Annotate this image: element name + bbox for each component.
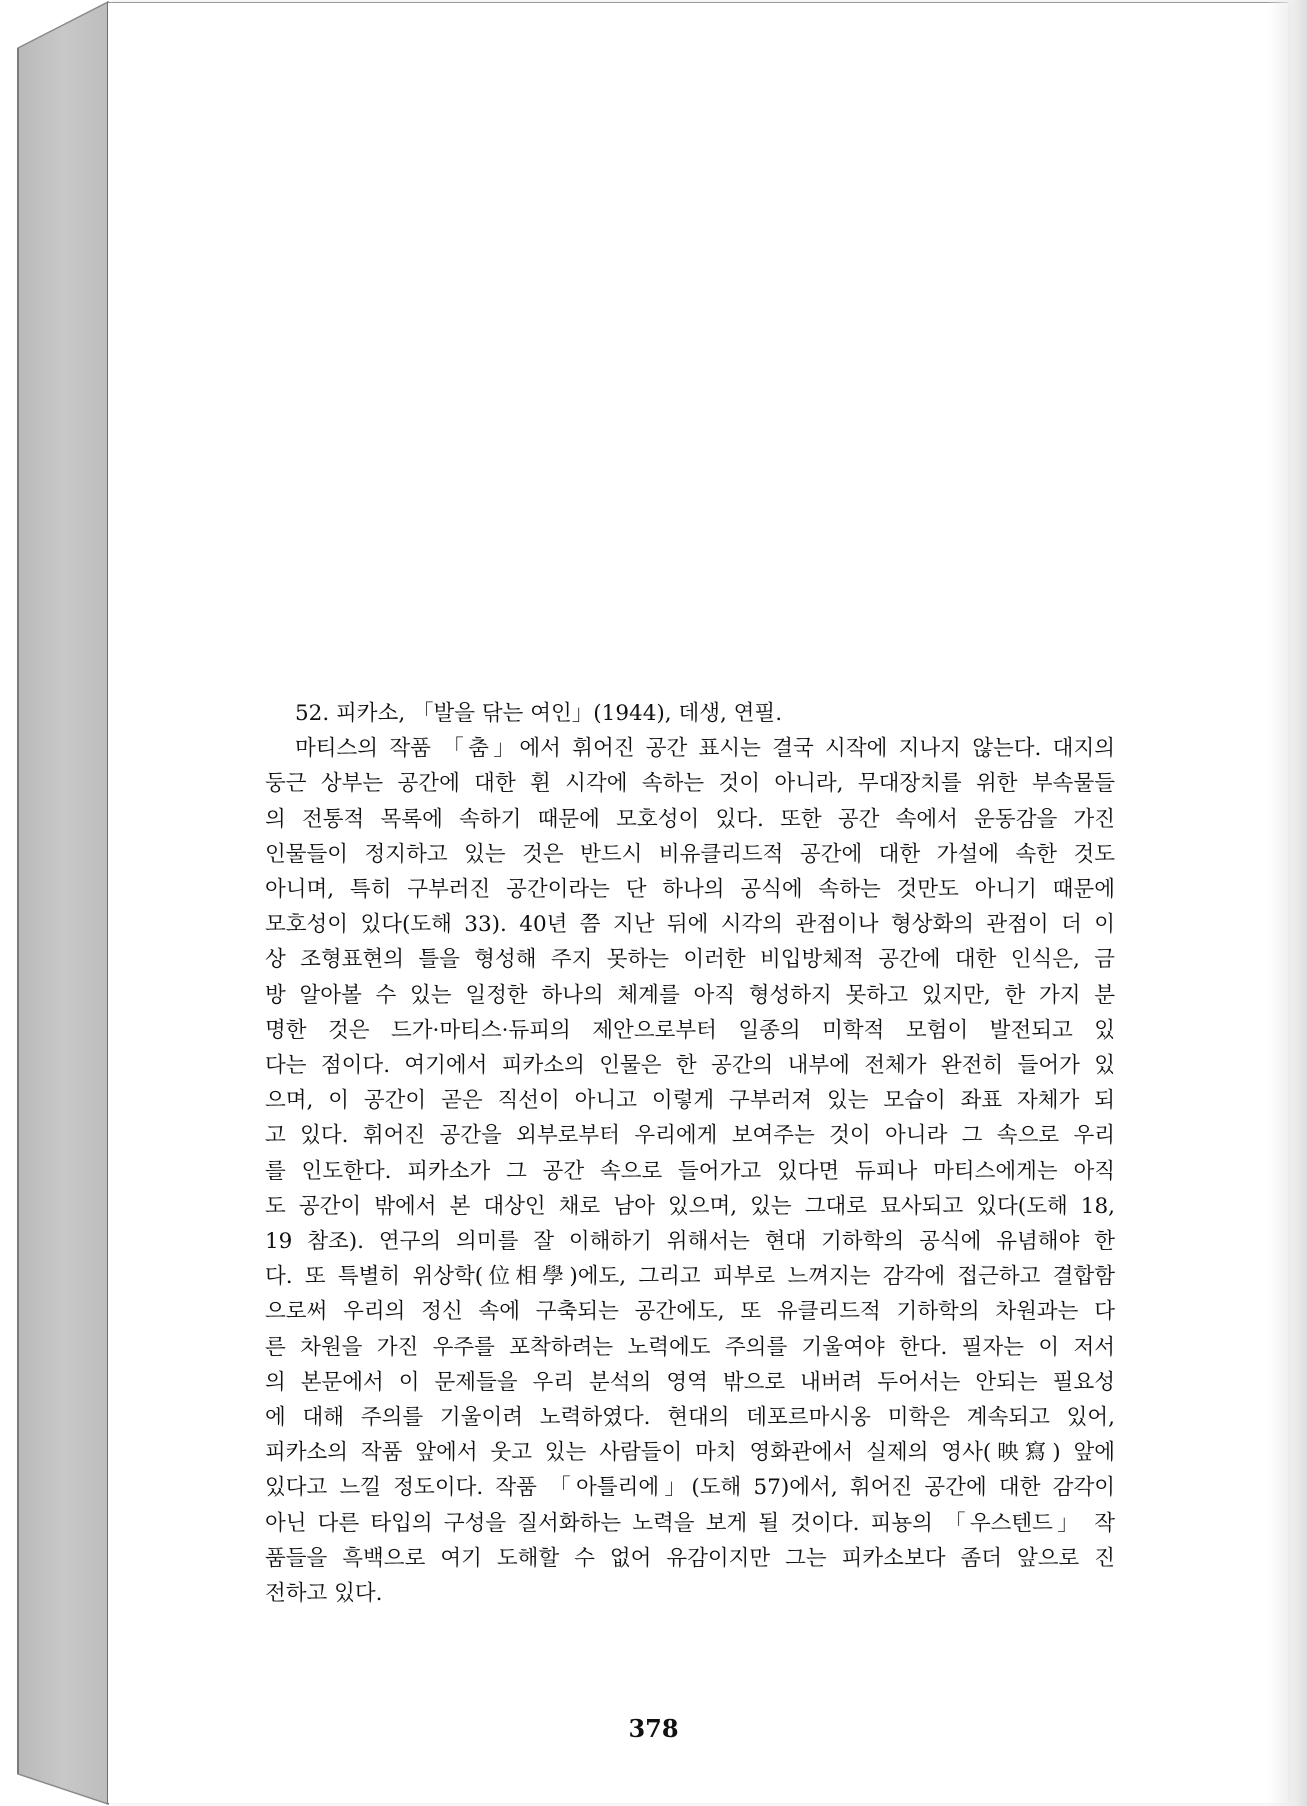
page-text-block xyxy=(265,696,1115,1611)
body-line: 상 조형표현의 틀을 형성해 주지 못하는 이러한 비입방체적 공간에 대한 인식은, 금 xyxy=(265,947,1115,973)
page-right-edge-shadow xyxy=(1267,0,1307,1806)
body-line: 피카소의 작품 앞에서 웃고 있는 사람들이 마치 영화관에서 실제의 영사(映寫) 앞에 xyxy=(265,1440,1115,1466)
body-line: 방 알아볼 수 있는 일정한 하나의 체계를 아직 형성하지 못하고 있지만, 한 가지 분 xyxy=(265,982,1115,1008)
book-spine xyxy=(0,0,110,1806)
body-line: 둥근 상부는 공간에 대한 휜 시각에 속하는 것이 아니라, 무대장치를 위한 부속물들 xyxy=(265,771,1115,797)
body-line: 19 참조). 연구의 의미를 잘 이해하기 위해서는 현대 기하학의 공식에 유념해야 한 xyxy=(265,1229,1115,1255)
page-number: 378 xyxy=(628,1714,679,1743)
body-line: 에 대해 주의를 기울이려 노력하였다. 현대의 데포르마시옹 미학은 계속되고 있어, xyxy=(265,1405,1115,1431)
body-line: 도 공간이 밖에서 본 대상인 채로 남아 있으며, 있는 그대로 묘사되고 있다(도해 18, xyxy=(265,1193,1115,1219)
body-line: 인물들이 정지하고 있는 것은 반드시 비유클리드적 공간에 대한 가설에 속한 것도 xyxy=(265,841,1115,867)
body-line: 있다고 느낄 정도이다. 작품 「아틀리에」(도해 57)에서, 휘어진 공간에 대한 감각이 xyxy=(265,1475,1115,1501)
body-line: 른 차원을 가진 우주를 포착하려는 노력에도 주의를 기울여야 한다. 필자는 이 저서 xyxy=(265,1334,1115,1360)
body-line: 아니며, 특히 구부러진 공간이라는 단 하나의 공식에 속하는 것만도 아니기 때문에 xyxy=(265,877,1115,903)
body-line: 모호성이 있다(도해 33). 40년 쯤 지난 뒤에 시각의 관점이나 형상화의 관점이 더 이 xyxy=(265,912,1115,938)
figure-caption: 52. 피카소, 「발을 닦는 여인」(1944), 데생, 연필. xyxy=(295,701,783,726)
body-line: 으로써 우리의 정신 속에 구축되는 공간에도, 또 유클리드적 기하학의 차원과는 다 xyxy=(265,1299,1115,1325)
body-line: 아닌 다른 타입의 구성을 질서화하는 노력을 보게 될 것이다. 피뇽의 「우스텐드」 작 xyxy=(265,1510,1115,1536)
body-line: 으며, 이 공간이 곧은 직선이 아니고 이렇게 구부러져 있는 모습이 좌표 자체가 되 xyxy=(265,1088,1115,1114)
body-paragraph xyxy=(265,731,1115,1611)
body-line: 명한 것은 드가·마티스·듀피의 제안으로부터 일종의 미학적 모험이 발전되고 있 xyxy=(265,1017,1115,1043)
body-line: 의 본문에서 이 문제들을 우리 분석의 영역 밖으로 내버려 두어서는 안되는 필요성 xyxy=(265,1369,1115,1395)
body-line: 고 있다. 휘어진 공간을 외부로부터 우리에게 보여주는 것이 아니라 그 속으로 우리 xyxy=(265,1123,1115,1149)
body-line: 의 전통적 목록에 속하기 때문에 모호성이 있다. 또한 공간 속에서 운동감을 가진 xyxy=(265,806,1115,832)
body-line: 마티스의 작품 「춤」에서 휘어진 공간 표시는 결국 시작에 지나지 않는다. 대지의 xyxy=(295,736,1115,762)
body-line: 다는 점이다. 여기에서 피카소의 인물은 한 공간의 내부에 전체가 완전히 들어가 있 xyxy=(265,1053,1115,1079)
body-line: 품들을 흑백으로 여기 도해할 수 없어 유감이지만 그는 피카소보다 좀더 앞으로 진 xyxy=(265,1545,1115,1571)
body-line: 전하고 있다. xyxy=(265,1581,383,1607)
body-line: 를 인도한다. 피카소가 그 공간 속으로 들어가고 있다면 듀피나 마티스에게는 아직 xyxy=(265,1158,1115,1184)
body-line: 다. 또 특별히 위상학(位相學)에도, 그리고 피부로 느껴지는 감각에 접근하고 결합함 xyxy=(265,1264,1115,1290)
